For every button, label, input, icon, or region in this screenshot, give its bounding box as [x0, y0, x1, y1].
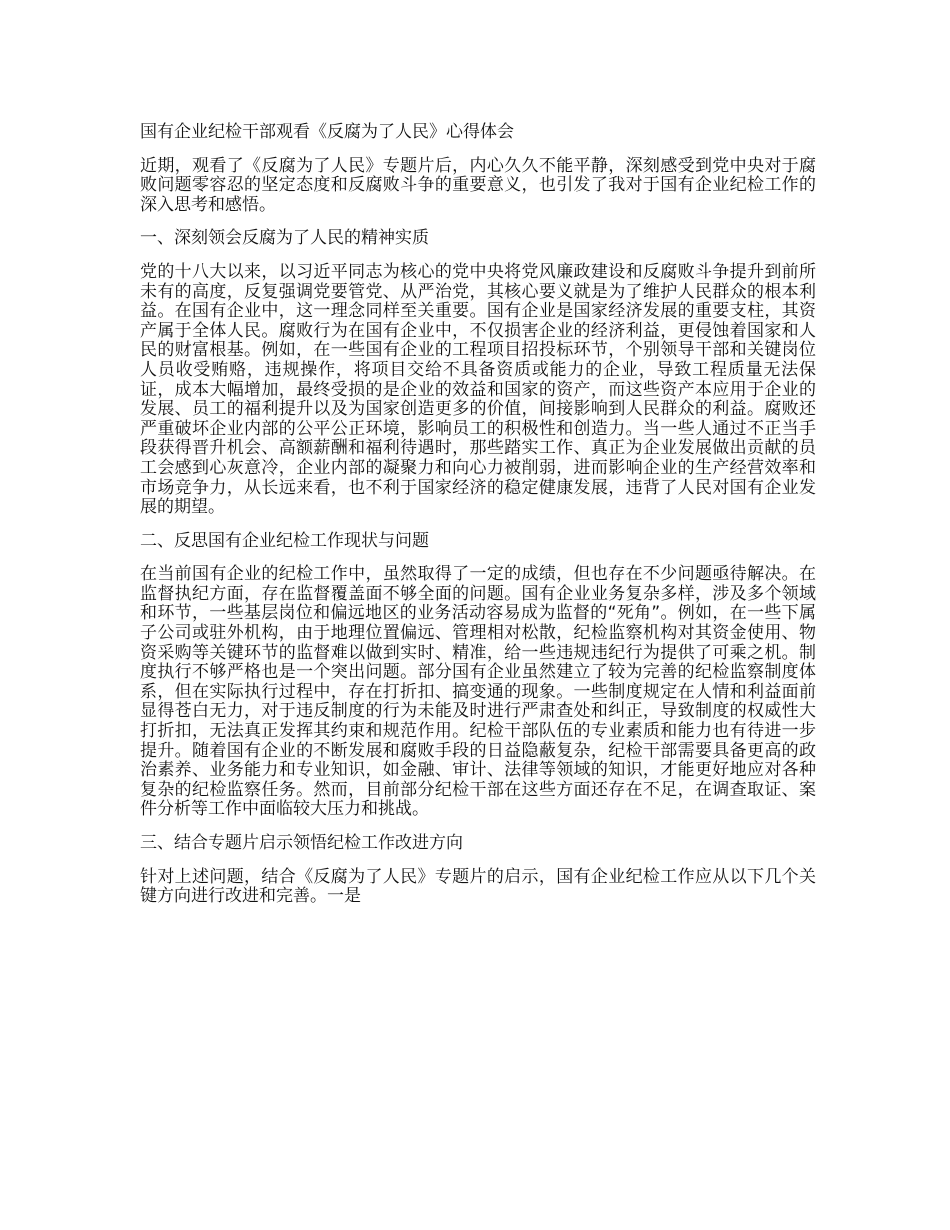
section-3-paragraph: 针对上述问题，结合《反腐为了人民》专题片的启示，国有企业纪检工作应从以下几个关键方向进行改进和完善。一是	[140, 866, 816, 907]
section-2-paragraph: 在当前国有企业的纪检工作中，虽然取得了一定的成绩，但也存在不少问题亟待解决。在监督执纪方面，存在监督覆盖面不够全面的问题。国有企业业务复杂多样，涉及多个领域和环节，一些基层岗位和偏远地区的业务活动容易成为监督的“死角”。例如，在一些下属子公司或驻外机构，由于地理位置偏远、管理相对松散，纪检监察机构对其资金使用、物资采购等关键环节的监督难以做到实时、精准，给一些违规违纪行为提供了可乘之机。制度执行不够严格也是一个突出问题。部分国有企业虽然建立了较为完善的纪检监察制度体系，但在实际执行过程中，存在打折扣、搞变通的现象。一些制度规定在人情和利益面前显得苍白无力，对于违反制度的行为未能及时进行严肃查处和纠正，导致制度的权威性大打折扣，无法真正发挥其约束和规范作用。纪检干部队伍的专业素质和能力也有待进一步提升。随着国有企业的不断发展和腐败手段的日益隐蔽复杂，纪检干部需要具备更高的政治素养、业务能力和专业知识，如金融、审计、法律等领域的知识，才能更好地应对各种复杂的纪检监察任务。然而，目前部分纪检干部在这些方面还存在不足，在调查取证、案件分析等工作中面临较大压力和挑战。	[140, 564, 816, 820]
document-title: 国有企业纪检干部观看《反腐为了人民》心得体会	[140, 122, 514, 142]
intro-paragraph: 近期，观看了《反腐为了人民》专题片后，内心久久不能平静，深刻感受到党中央对于腐败问题零容忍的坚定态度和反腐败斗争的重要意义，也引发了我对于国有企业纪检工作的深入思考和感悟。	[140, 155, 816, 215]
section-3-heading: 三、结合专题片启示领悟纪检工作改进方向	[140, 833, 463, 853]
section-2-heading: 二、反思国有企业纪检工作现状与问题	[140, 530, 429, 551]
section-1-paragraph: 党的十八大以来，以习近平同志为核心的党中央将党风廉政建设和反腐败斗争提升到前所未有的高度，反复强调党要管党、从严治党，其核心要义就是为了维护人民群众的根本利益。在国有企业中，这一理念同样至关重要。国有企业是国家经济发展的重要支柱，其资产属于全体人民。腐败行为在国有企业中，不仅损害企业的经济利益，更侵蚀着国家和人民的财富根基。例如，在一些国有企业的工程项目招投标环节，个别领导干部和关键岗位人员收受贿赂，违规操作，将项目交给不具备资质或能力的企业，导致工程质量无法保证，成本大幅增加，最终受损的是企业的效益和国家的资产，而这些资产本应用于企业的发展、员工的福利提升以及为国家创造更多的价值，间接影响到人民群众的利益。腐败还严重破坏企业内部的公平公正环境，影响员工的积极性和创造力。当一些人通过不正当手段获得晋升机会、高额薪酬和福利待遇时，那些踏实工作、真正为企业发展做出贡献的员工会感到心灰意冷，企业内部的凝聚力和向心力被削弱，进而影响企业的生产经营效率和市场竞争力，从长远来看，也不利于国家经济的稳定健康发展，违背了人民对国有企业发展的期望。	[140, 261, 816, 518]
document-page	[140, 123, 816, 921]
section-1-heading: 一、深刻领会反腐为了人民的精神实质	[140, 228, 429, 249]
